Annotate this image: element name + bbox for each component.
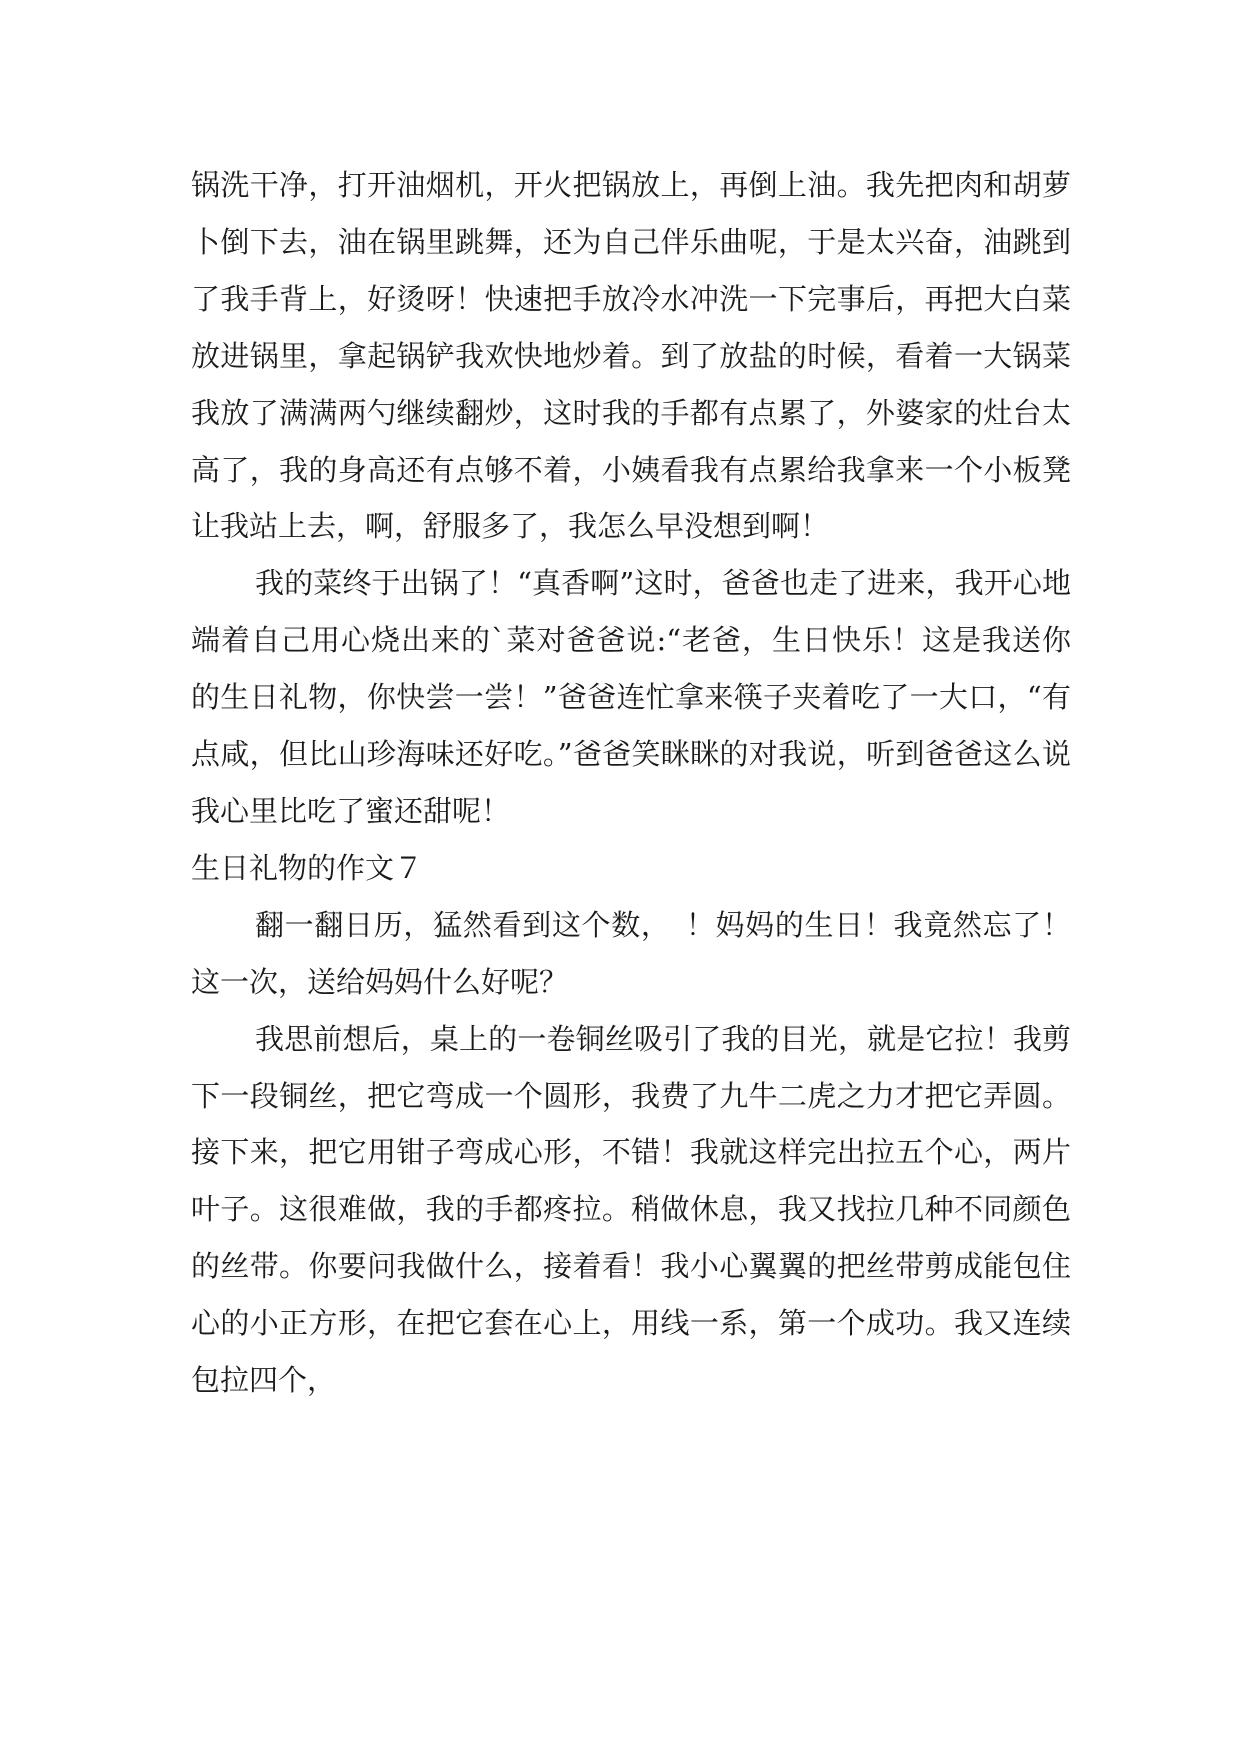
document-body: [191, 157, 1071, 1409]
paragraph-calendar: 翻一翻日历，猛然看到这个数， ！妈妈的生日！我竟然忘了！这一次，送给妈妈什么好呢？: [191, 907, 1071, 999]
paragraph-dinner-served: 我的菜终于出锅了！“真香啊”这时，爸爸也走了进来，我开心地端着自己用心烧出来的`菜对爸爸说:“老爸，生日快乐！这是我送你的生日礼物，你快尝一尝！”爸爸连忙拿来筷子夹着吃了一大口，“有点咸，但比山珍海味还好吃。”爸爸笑眯眯的对我说，听到爸爸这么说我心里比吃了蜜还甜呢！: [191, 566, 1071, 828]
paragraph-copper-wire: 我思前想后，桌上的一卷铜丝吸引了我的目光，就是它拉！我剪下一段铜丝，把它弯成一个圆形，我费了九牛二虎之力才把它弄圆。接下来，把它用钳子弯成心形，不错！我就这样完出拉五个心，两片叶子。这很难做，我的手都疼拉。稍做休息，我又找拉几种不同颜色的丝带。你要问我做什么，接着看！我小心翼翼的把丝带剪成能包住心的小正方形，在把它套在心上，用线一系，第一个成功。我又连续包拉四个，: [191, 1021, 1071, 1398]
paragraph-continuation: 锅洗干净，打开油烟机，开火把锅放上，再倒上油。我先把肉和胡萝卜倒下去，油在锅里跳舞，还为自己伴乐曲呢，于是太兴奋，油跳到了我手背上，好烫呀！快速把手放冷水冲洗一下完事后，再把大白菜放进锅里，拿起锅铲我欢快地炒着。到了放盐的时候，看着一大锅菜我放了满满两勺继续翻炒，这时我的手都有点累了，外婆家的灶台太高了，我的身高还有点够不着，小姨看我有点累给我拿来一个小板凳让我站上去，啊，舒服多了，我怎么早没想到啊！: [191, 168, 1071, 544]
section-title: 生日礼物的作文７: [191, 850, 424, 885]
